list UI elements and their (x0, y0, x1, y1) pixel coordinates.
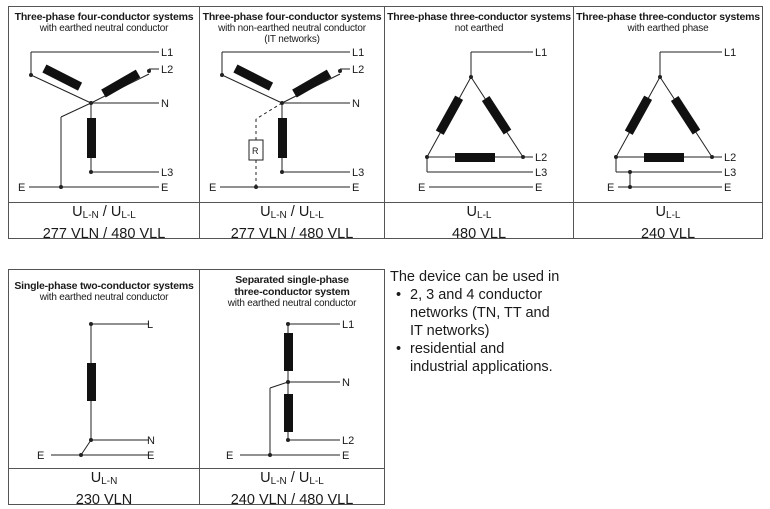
symbol: U (298, 470, 310, 486)
title-text-2: three-conductor system (234, 286, 350, 298)
wiring-diagram (200, 7, 386, 202)
node (268, 453, 272, 457)
label-l3: L3 (161, 167, 174, 179)
voltage-footer (9, 202, 199, 240)
label-l3: L3 (724, 167, 737, 179)
label-l: L (147, 319, 154, 331)
subtitle-text: with earthed neutral conductor (227, 298, 357, 309)
subtitle-text: with non-earthed neutral conductor (218, 23, 366, 34)
node (89, 322, 93, 326)
usage-bullet (410, 286, 590, 340)
label-n: N (161, 98, 169, 110)
label-l1: L1 (724, 47, 737, 59)
voltage-label (574, 203, 762, 225)
symbol: U (260, 204, 271, 220)
label-l1: L1 (535, 47, 548, 59)
node (425, 155, 429, 159)
subscript: L-L (309, 476, 324, 487)
winding-right (292, 70, 331, 98)
usage-intro: The device can be used in (390, 269, 560, 285)
symbol: U (298, 204, 310, 220)
wiring-diagram (574, 7, 764, 202)
node (521, 155, 525, 159)
subscript: L-L (121, 210, 136, 221)
voltage-footer (200, 202, 384, 240)
node (59, 185, 63, 189)
node (710, 155, 714, 159)
winding-lower (284, 394, 293, 432)
node (658, 75, 662, 79)
winding-bottom (278, 118, 287, 158)
node (469, 75, 473, 79)
title-text: Three-phase three-conductor systems (576, 11, 760, 23)
voltage-footer (385, 202, 573, 240)
separator: / (286, 470, 299, 486)
wiring-diagram (9, 7, 201, 202)
symbol: U (655, 204, 667, 220)
label-n: N (147, 435, 155, 447)
voltage-value: 480 VLL (451, 226, 507, 242)
node (280, 170, 284, 174)
wiring-diagram (200, 270, 386, 468)
symbol: U (260, 470, 271, 486)
label-r: R (252, 146, 259, 156)
voltage-value: 240 VLN / 480 VLL (230, 492, 354, 508)
voltage-label (200, 203, 384, 225)
voltage-value: 230 VLN (75, 492, 133, 508)
usage-note (390, 268, 590, 376)
winding-upper (284, 333, 293, 371)
voltage-value: 240 VLL (640, 226, 696, 242)
label-l2: L2 (342, 435, 355, 447)
bullet-line: networks (TN, TT and (410, 305, 550, 321)
usage-bullet (410, 340, 590, 376)
node (286, 322, 290, 326)
node (614, 155, 618, 159)
voltage-footer (574, 202, 762, 240)
bullet-line: residential and (410, 341, 505, 357)
panel-3ph-3c-earthed-phase (573, 6, 763, 242)
label-l3: L3 (352, 167, 365, 179)
label-l3: L3 (535, 167, 548, 179)
voltage-footer (9, 468, 199, 506)
neutral-resistor-link (256, 103, 282, 119)
label-e-left: E (418, 182, 426, 194)
node (220, 73, 224, 77)
wiring-diagram (9, 270, 201, 468)
symbol: U (90, 470, 102, 486)
node (29, 73, 33, 77)
symbol: U (72, 204, 83, 220)
label-l2: L2 (352, 64, 365, 76)
winding-right (101, 70, 140, 98)
winding-left (42, 64, 82, 90)
panel-3ph-4c-earthed (8, 6, 200, 242)
node (89, 101, 93, 105)
label-e-left: E (18, 182, 26, 194)
node (338, 69, 342, 73)
label-l1: L1 (161, 47, 174, 59)
winding-bottom (644, 153, 684, 162)
title-text: Three-phase four-conductor systems (14, 11, 194, 23)
panel-3ph-3c-not-earthed (384, 6, 574, 242)
label-e-right: E (724, 182, 732, 194)
label-e-right: E (161, 182, 169, 194)
label-e-left: E (607, 182, 615, 194)
symbol: U (466, 204, 478, 220)
node (286, 380, 290, 384)
subtitle-text: with earthed neutral conductor (39, 292, 169, 303)
label-l1: L1 (342, 319, 355, 331)
voltage-value: 277 VLN / 480 VLL (230, 226, 354, 242)
winding-bottom (455, 153, 495, 162)
node (280, 101, 284, 105)
subscript: L-N (270, 476, 287, 487)
label-l2: L2 (535, 152, 548, 164)
voltage-label (9, 469, 199, 491)
subscript: L-N (270, 210, 287, 221)
neutral-earth-link (61, 103, 91, 117)
label-e-right: E (535, 182, 543, 194)
wiring-diagram (385, 7, 575, 202)
winding-bottom (87, 118, 96, 158)
bullet-line: industrial applications. (410, 359, 553, 375)
subtitle-text: not earthed (454, 23, 504, 34)
title-text: Single-phase two-conductor systems (14, 280, 194, 292)
label-e-left: E (226, 450, 234, 462)
node (147, 69, 151, 73)
subscript: L-L (477, 210, 492, 221)
usage-list (390, 286, 590, 376)
separator: / (98, 204, 111, 220)
label-e-right: E (342, 450, 350, 462)
node (628, 170, 632, 174)
label-l2: L2 (724, 152, 737, 164)
neutral-earth-link (81, 440, 91, 455)
node (79, 453, 83, 457)
subscript: L-L (309, 210, 324, 221)
title-text: Three-phase four-conductor systems (202, 11, 382, 23)
voltage-footer (200, 468, 384, 506)
panel-3ph-4c-it (199, 6, 385, 242)
title-text: Three-phase three-conductor systems (387, 11, 571, 23)
title-text: Separated single-phase (235, 274, 349, 286)
panel-1ph-3c-separated (199, 269, 385, 508)
label-e-right: E (147, 450, 155, 462)
node (89, 170, 93, 174)
node (254, 185, 258, 189)
bullet-line: IT networks) (410, 323, 490, 339)
label-l1: L1 (352, 47, 365, 59)
label-n: N (352, 98, 360, 110)
winding-right (482, 96, 511, 134)
label-e-left: E (37, 450, 45, 462)
winding-left (436, 96, 463, 135)
winding-left (233, 64, 273, 90)
subscript: L-L (666, 210, 681, 221)
node (286, 438, 290, 442)
subscript: L-N (101, 476, 118, 487)
symbol: U (110, 204, 122, 220)
voltage-label (385, 203, 573, 225)
winding (87, 363, 96, 401)
voltage-label (9, 203, 199, 225)
node (628, 185, 632, 189)
node (89, 438, 93, 442)
voltage-label (200, 469, 384, 491)
separator: / (286, 204, 299, 220)
bullet-line: 2, 3 and 4 conductor (410, 287, 543, 303)
label-e-left: E (209, 182, 217, 194)
label-e-right: E (352, 182, 360, 194)
panel-1ph-2c (8, 269, 200, 508)
subtitle-text: with earthed neutral conductor (39, 23, 169, 34)
winding-right (671, 96, 700, 134)
label-l2: L2 (161, 64, 174, 76)
label-n: N (342, 377, 350, 389)
subtitle-text-2: (IT networks) (264, 34, 320, 45)
neutral-earth-link (270, 382, 288, 388)
subtitle-text: with earthed phase (627, 23, 709, 34)
subscript: L-N (82, 210, 99, 221)
voltage-value: 277 VLN / 480 VLL (42, 226, 166, 242)
winding-left (625, 96, 652, 135)
